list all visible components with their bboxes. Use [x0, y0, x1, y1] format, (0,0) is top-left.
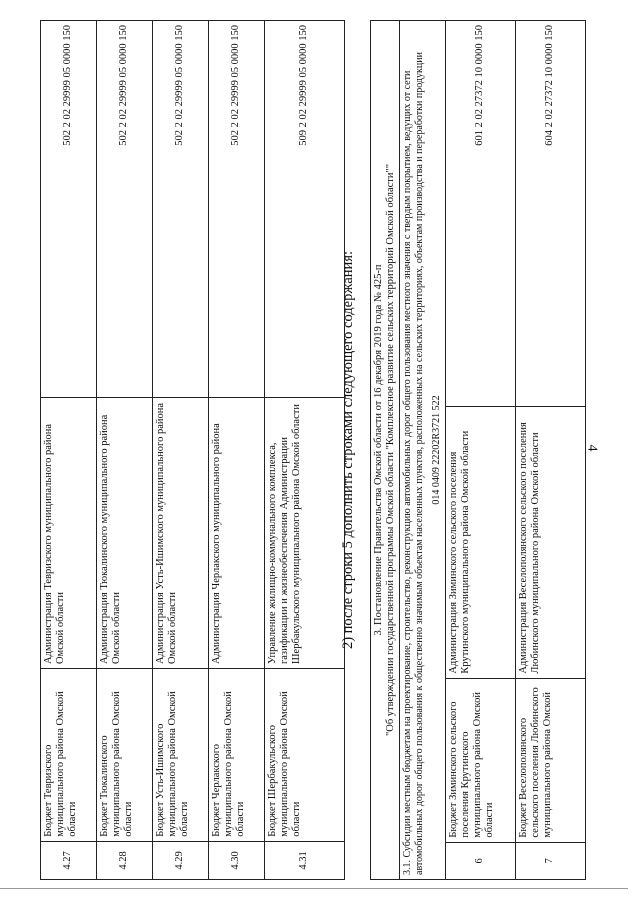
subsidy-code: 014 0409 22202R3721 522 — [431, 395, 443, 505]
decree-subtitle: "Об утверждении государственной программы Омской области "Комплексное развитие сельских территорий Омской области"" — [385, 163, 397, 737]
budget-table-top — [40, 20, 345, 880]
administrator-cell: Администрация Зиминского сельского поселения Крутинского муниципального района Омской области — [445, 407, 515, 678]
amendment-instruction: 2) после строки 5 дополнить строками следующего содержания: — [340, 250, 356, 650]
administrator-cell: Администрация Усть-Ишимского муниципального района Омской области — [153, 397, 209, 668]
budget-cell: Бюджет Шербакульского муниципального района Омской области — [265, 669, 345, 842]
row-number: 4.29 — [153, 841, 209, 879]
row-number: 6 — [445, 842, 515, 879]
row-number: 4.27 — [41, 841, 97, 879]
administrator-cell: Администрация Черлакского муниципального района — [209, 397, 265, 668]
code-cell: 502 2 02 29999 05 0000 150 — [153, 21, 209, 398]
code-cell: 502 2 02 29999 05 0000 150 — [209, 21, 265, 398]
table-row — [445, 21, 515, 880]
code-cell: 502 2 02 29999 05 0000 150 — [97, 21, 153, 398]
page-bottom-rule — [0, 888, 628, 889]
administrator-cell: Администрация Тевризского муниципального района Омской области — [41, 397, 97, 668]
budget-table-bottom — [370, 20, 586, 880]
row-number: 4.28 — [97, 841, 153, 879]
decree-heading — [371, 21, 400, 880]
table-row — [209, 21, 265, 880]
decree-row — [371, 21, 400, 880]
row-number: 4.31 — [265, 841, 345, 879]
page-number: 4 — [584, 444, 600, 452]
rotated-page-content — [40, 20, 600, 880]
subsidy-description: 3.1. Субсидии местным бюджетам на проектирование, строительство, реконструкцию автомобильных дорог общего пользования местного значения с твердым покрытием, ведущих от сети автомобильных дорог общего пользования к общественно значимым объектам населенных пунктов, расположенных на сельских территориях, объектам производства и переработки продукции — [402, 52, 425, 875]
administrator-cell: Администрация Тюкалинского муниципального района Омской области — [97, 397, 153, 668]
code-cell: 509 2 02 29999 05 0000 150 — [265, 21, 345, 398]
budget-cell: Бюджет Черлакского муниципального района Омской области — [209, 669, 265, 842]
table-row — [97, 21, 153, 880]
table-row — [515, 21, 585, 880]
table-row — [153, 21, 209, 880]
table-row — [265, 21, 345, 880]
code-cell: 601 2 02 27372 10 0000 150 — [445, 21, 515, 407]
subsidy-heading — [400, 21, 446, 880]
code-cell: 502 2 02 29999 05 0000 150 — [41, 21, 97, 398]
budget-cell: Бюджет Веселополянского сельского поселения Любинского муниципального района Омской — [515, 678, 585, 842]
budget-cell: Бюджет Тюкалинского муниципального района Омской области — [97, 669, 153, 842]
table-row — [41, 21, 97, 880]
row-number: 7 — [515, 842, 585, 879]
code-cell: 604 2 02 27372 10 0000 150 — [515, 21, 585, 407]
budget-cell: Бюджет Зиминского сельского поселения Крутинского муниципального района Омской области — [445, 678, 515, 842]
subsidy-row — [400, 21, 446, 880]
budget-cell: Бюджет Тевризского муниципального района Омской области — [41, 669, 97, 842]
budget-cell: Бюджет Усть-Ишимского муниципального района Омской области — [153, 669, 209, 842]
row-number: 4.30 — [209, 841, 265, 879]
administrator-cell: Администрация Веселополянского сельского поселения Любинского муниципального района Омской области — [515, 407, 585, 678]
administrator-cell: Управление жилищно-коммунального комплекса, газификации и жизнеобеспечения Администрации Шербакульского муниципального района Омской области — [265, 397, 345, 668]
decree-title: 3. Постановление Правительства Омской области от 16 декабря 2019 года № 425-п — [373, 264, 384, 636]
